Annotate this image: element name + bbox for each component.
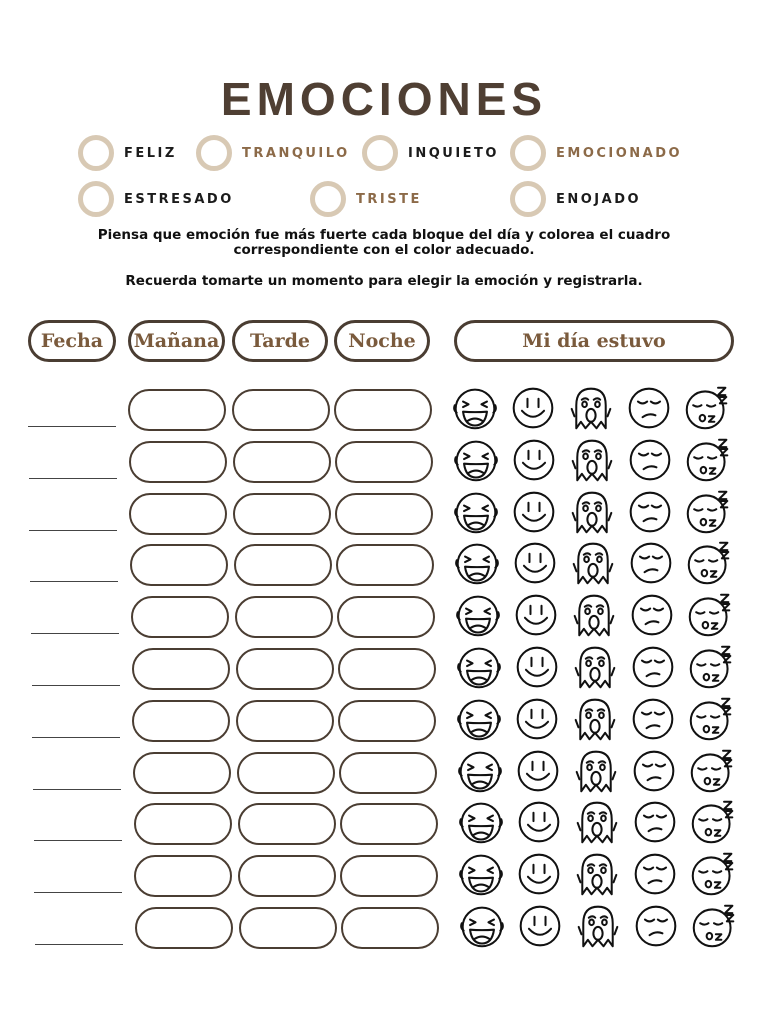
sad-face-icon[interactable] xyxy=(630,696,676,742)
legend-label: TRANQUILO xyxy=(242,145,350,161)
smiling-face-icon[interactable] xyxy=(514,644,560,690)
legend-label: ESTRESADO xyxy=(124,191,234,207)
manana-cell[interactable] xyxy=(134,855,232,897)
date-line[interactable] xyxy=(31,633,119,634)
color-ring-icon[interactable] xyxy=(510,135,546,171)
sad-face-icon[interactable] xyxy=(633,903,679,949)
instruction-text: Piensa que emoción fue más fuerte cada bloque del día y colorea el cuadro correspondiente con el color adecuado. xyxy=(97,227,671,258)
tarde-cell[interactable] xyxy=(236,648,334,690)
legend-inquieto[interactable] xyxy=(362,134,499,172)
manana-cell[interactable] xyxy=(132,648,230,690)
screaming-face-icon[interactable] xyxy=(572,696,618,742)
date-line[interactable] xyxy=(28,426,116,427)
screaming-face-icon[interactable] xyxy=(569,489,615,535)
screaming-face-icon[interactable] xyxy=(573,748,619,794)
color-ring-icon[interactable] xyxy=(78,135,114,171)
sleeping-face-icon[interactable] xyxy=(688,696,734,742)
date-line[interactable] xyxy=(29,478,117,479)
laughing-face-icon[interactable] xyxy=(456,644,502,690)
sleeping-face-icon[interactable] xyxy=(685,489,731,535)
header-noche: Noche xyxy=(334,320,430,362)
laughing-face-icon[interactable] xyxy=(454,540,500,586)
manana-cell[interactable] xyxy=(132,700,230,742)
tarde-cell[interactable] xyxy=(239,907,337,949)
tarde-cell[interactable] xyxy=(233,441,331,483)
tarde-cell[interactable] xyxy=(236,700,334,742)
legend-tranquilo[interactable] xyxy=(196,134,350,172)
date-line[interactable] xyxy=(32,737,120,738)
header-mi-dia: Mi día estuvo xyxy=(454,320,734,362)
noche-cell[interactable] xyxy=(335,493,433,535)
sad-face-icon[interactable] xyxy=(630,644,676,690)
legend-label: FELIZ xyxy=(124,145,177,161)
screaming-face-icon[interactable] xyxy=(574,799,620,845)
screaming-face-icon[interactable] xyxy=(568,385,614,431)
sleeping-face-icon[interactable] xyxy=(684,385,730,431)
sleeping-face-icon[interactable] xyxy=(690,851,736,897)
laughing-face-icon[interactable] xyxy=(455,592,501,638)
noche-cell[interactable] xyxy=(336,544,434,586)
noche-cell[interactable] xyxy=(341,907,439,949)
date-line[interactable] xyxy=(35,944,123,945)
legend-label: TRISTE xyxy=(356,191,422,207)
date-line[interactable] xyxy=(34,892,122,893)
date-line[interactable] xyxy=(30,581,118,582)
color-ring-icon[interactable] xyxy=(78,181,114,217)
noche-cell[interactable] xyxy=(338,700,436,742)
screaming-face-icon[interactable] xyxy=(570,540,616,586)
sad-face-icon[interactable] xyxy=(632,799,678,845)
reminder-text: Recuerda tomarte un momento para elegir la emoción y registrarla. xyxy=(125,273,643,289)
page-title: EMOCIONES xyxy=(220,73,548,125)
sleeping-face-icon[interactable] xyxy=(686,540,732,586)
sad-face-icon[interactable] xyxy=(632,851,678,897)
sad-face-icon[interactable] xyxy=(627,489,673,535)
smiling-face-icon[interactable] xyxy=(513,592,559,638)
tarde-cell[interactable] xyxy=(234,544,332,586)
smiling-face-icon[interactable] xyxy=(516,799,562,845)
legend-emocionado[interactable] xyxy=(510,134,682,172)
screaming-face-icon[interactable] xyxy=(572,644,618,690)
color-ring-icon[interactable] xyxy=(362,135,398,171)
tarde-cell[interactable] xyxy=(238,803,336,845)
legend-label: ENOJADO xyxy=(556,191,642,207)
laughing-face-icon[interactable] xyxy=(457,748,503,794)
laughing-face-icon[interactable] xyxy=(453,489,499,535)
date-line[interactable] xyxy=(29,530,117,531)
smiling-face-icon[interactable] xyxy=(514,696,560,742)
sad-face-icon[interactable] xyxy=(627,437,673,483)
screaming-face-icon[interactable] xyxy=(569,437,615,483)
smiling-face-icon[interactable] xyxy=(515,748,561,794)
sleeping-face-icon[interactable] xyxy=(690,799,736,845)
laughing-face-icon[interactable] xyxy=(459,903,505,949)
sleeping-face-icon[interactable] xyxy=(685,437,731,483)
date-line[interactable] xyxy=(32,685,120,686)
manana-cell[interactable] xyxy=(131,596,229,638)
legend-triste[interactable] xyxy=(310,180,422,218)
tarde-cell[interactable] xyxy=(237,752,335,794)
header-fecha: Fecha xyxy=(28,320,116,362)
tarde-cell[interactable] xyxy=(232,389,330,431)
legend-estresado[interactable] xyxy=(78,180,234,218)
manana-cell[interactable] xyxy=(128,389,226,431)
tarde-cell[interactable] xyxy=(238,855,336,897)
tarde-cell[interactable] xyxy=(233,493,331,535)
date-line[interactable] xyxy=(33,789,121,790)
color-ring-icon[interactable] xyxy=(196,135,232,171)
manana-cell[interactable] xyxy=(135,907,233,949)
noche-cell[interactable] xyxy=(340,855,438,897)
sleeping-face-icon[interactable] xyxy=(689,748,735,794)
laughing-face-icon[interactable] xyxy=(458,799,504,845)
laughing-face-icon[interactable] xyxy=(458,851,504,897)
sad-face-icon[interactable] xyxy=(628,540,674,586)
legend-label: INQUIETO xyxy=(408,145,499,161)
sad-face-icon[interactable] xyxy=(631,748,677,794)
noche-cell[interactable] xyxy=(334,389,432,431)
manana-cell[interactable] xyxy=(130,544,228,586)
noche-cell[interactable] xyxy=(337,596,435,638)
sad-face-icon[interactable] xyxy=(629,592,675,638)
legend-enojado[interactable] xyxy=(510,180,641,218)
smiling-face-icon[interactable] xyxy=(517,903,563,949)
legend-feliz[interactable] xyxy=(78,134,177,172)
manana-cell[interactable] xyxy=(134,803,232,845)
laughing-face-icon[interactable] xyxy=(452,385,498,431)
color-ring-icon[interactable] xyxy=(510,181,546,217)
screaming-face-icon[interactable] xyxy=(571,592,617,638)
noche-cell[interactable] xyxy=(338,648,436,690)
smiling-face-icon[interactable] xyxy=(512,540,558,586)
sleeping-face-icon[interactable] xyxy=(688,644,734,690)
noche-cell[interactable] xyxy=(339,752,437,794)
smiling-face-icon[interactable] xyxy=(511,437,557,483)
sleeping-face-icon[interactable] xyxy=(687,592,733,638)
screaming-face-icon[interactable] xyxy=(575,903,621,949)
sleeping-face-icon[interactable] xyxy=(691,903,737,949)
smiling-face-icon[interactable] xyxy=(511,489,557,535)
date-line[interactable] xyxy=(34,840,122,841)
manana-cell[interactable] xyxy=(129,493,227,535)
smiling-face-icon[interactable] xyxy=(510,385,556,431)
noche-cell[interactable] xyxy=(340,803,438,845)
legend-label: EMOCIONADO xyxy=(556,145,683,161)
manana-cell[interactable] xyxy=(129,441,227,483)
noche-cell[interactable] xyxy=(335,441,433,483)
sad-face-icon[interactable] xyxy=(626,385,672,431)
smiling-face-icon[interactable] xyxy=(516,851,562,897)
screaming-face-icon[interactable] xyxy=(574,851,620,897)
header-tarde: Tarde xyxy=(232,320,328,362)
tarde-cell[interactable] xyxy=(235,596,333,638)
laughing-face-icon[interactable] xyxy=(456,696,502,742)
color-ring-icon[interactable] xyxy=(310,181,346,217)
laughing-face-icon[interactable] xyxy=(453,437,499,483)
header-manana: Mañana xyxy=(128,320,225,362)
manana-cell[interactable] xyxy=(133,752,231,794)
